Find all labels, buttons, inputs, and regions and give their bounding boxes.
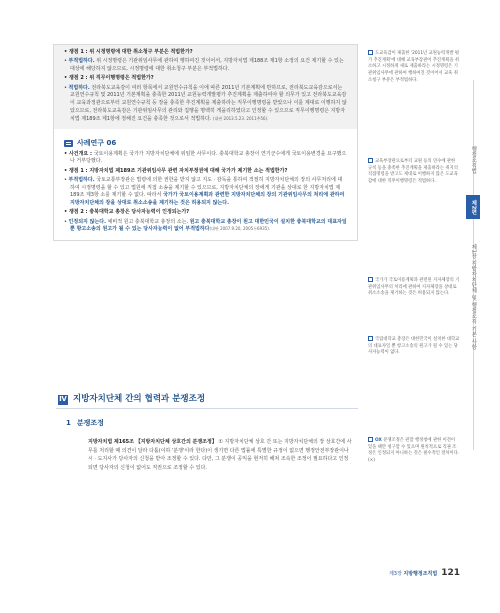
subsection-number: 1 (66, 419, 71, 427)
tab-part[interactable]: 행정조직법 (470, 146, 477, 174)
footer-chapter: 제3장 지방행정조직법 (388, 571, 438, 577)
checkbox-icon (368, 158, 373, 163)
subsection-1-heading (66, 418, 104, 429)
section-4-heading (58, 393, 205, 406)
section-title: 지방자치단체 간의 협력과 분쟁조정 (73, 394, 206, 404)
document-icon (64, 140, 73, 147)
tab-current[interactable]: 제2편 (466, 195, 480, 219)
side-note-4: 국립대학교 총장은 대한민국이 설치한 대학교의 대표자일 뿐 항고소송의 원고가 될 수 있는 당사자능력이 없다. (368, 337, 460, 356)
checkbox-icon (368, 437, 373, 442)
section-number: Ⅳ (59, 395, 67, 404)
checkbox-icon (368, 336, 373, 341)
law-article-165: 지방자치법 제165조 【지방자치단체 상호간의 분쟁조정】 ① 지방자치단체 상호 간 또는 지방자치단체의 장 상호간에 사무를 처리할 때 의견이 달라 다툼(이하 '분쟁'이라 한다)이 생기면 다른 법률에 특별한 규정이 없으면 행정안전부장관이나 시 · 도지사가 당사자의 신청을 받아 조정할 수 있다. 다만, 그 분쟁이 공익을 현저히 해쳐 조속한 조정이 필요하다고 인정되면 당사자의 신청이 없어도 직권으로 조정할 수 있다. (88, 439, 352, 471)
case-06-judgment-1: • 부적법하다. 국토교통부장관은 법령에 의한 권한을 받지 않고 지도 · 감독을 통하여 적절히 지방자치단체의 장의 사무처리에 대하여 시정명령을 할 수 있고 법원에 직접 소송을 제기할 수 있으므로, 지방자치단체의 장에게 기관을 상대로 한 지방자치법 제189조 제3항 소를 제기할 수 없다. 따라서 국가가 국토이용계획과 관련한 지방자치단체의 장의 기관위임사무의 처리에 관하여 지방자치단체의 장을 상대로 취소소송을 제기하는 것은 허용되지 않는다. (64, 176, 345, 207)
issue-2: • 쟁점 2 : 위 직무이행명령은 적법한가? (64, 75, 154, 82)
side-note-3: 국가가 국토이용계획과 관련된 지자체장의 기관위임사무의 처리에 관하여 지자체장을 상대로 취소소송을 제기하는 것은 허용되지 않는다. (368, 278, 460, 297)
case-box (53, 44, 358, 241)
case-06-facts: • 사건개요 : 국토이용계획은 국가가 지방자치단체에 위임한 사무이다. 충북대학교 총장이 연기군수에게 국토이용변경을 요구했으나 거부당했다. (64, 150, 347, 165)
case-05-continued (54, 45, 357, 129)
checkbox-icon (368, 50, 373, 55)
subsection-title: 분쟁조정 (76, 419, 104, 427)
page-footer (389, 567, 460, 581)
side-note-1: 도교육감이 제출한 '2011년 교원능력개발 평가 추진계획'에 대해 교육부장관이 추진계획을 취소하고 시정하게 새로 제출하라는 시정명령은 기관위임사무에 관하여 행하여진 것이어서 교육 취소청구 부분은 부적법하다. (368, 51, 460, 83)
case-06-title: 사례연구 06 (77, 138, 117, 147)
case-06-issue-2: • 쟁점 2 : 충북대학교 총장은 당사자능력이 인정되는가? (64, 209, 190, 216)
side-note-ox: OX 분쟁조정은 관할 행정청에 관한 이견이 있을 때만 청구할 수 있으며 원칙적으로 직권 조정은 인정되지 아니하는 것은 필수적인 절차이다. (×) (368, 438, 460, 463)
case-06 (54, 129, 357, 240)
judgment-1: • 부적법하다. 위 시정명령은 기관위임사무에 관하여 행하여진 것이어서, 지방자치법 제188조 제1항 소정의 요건 제기할 수 있는 대상에 해당하지 않으므로, 시정명령에 대한 취소청구 부분은 부적법하다. (64, 58, 344, 72)
section-divider (56, 408, 358, 409)
case-06-header (64, 133, 347, 151)
case-06-judgment-2: • 인정되지 않는다. 예비적 원고 충북대학교 총장의 소는, 원고 충북대학교 총장이 원고 대한민국이 설치한 충북대학교의 대표자일 뿐 항고소송의 원고가 될 수 있는 당사자능력이 없어 부적법하다(대판 2007.9.20, 2005두6935). (64, 218, 347, 233)
tab-chapter[interactable]: 제1장 지방자치단체 및 행정조직 기본 사항 (470, 244, 477, 350)
issue-1: • 쟁점 1 : 위 시정명령에 대한 취소청구 부분은 적법한가? (64, 49, 193, 55)
checkbox-icon (368, 277, 373, 282)
judgment-2: • 적법하다. 전라북도교육감이 여러 항목에서 교원연수규칙을 이에 따른 2011년 기본계획에 반하므로, 전라북도교육감으로서는 교원연수규칙 및 2011년 기본계획을 충족한 2011년 교원능력개발평가 추진계획을 제출하여야 할 의무가 있고 전라북도교육감이 교육과정관으로부터 교원연수규칙 등 장을 충족한 추진계획을 제출하라는 직무이행명령을 받았으나 이를 제대로 이행하지 않았으므로, 전라북도교육감은 기관위임사무의 관리와 집행을 명백히 게을리하였다고 인정할 수 있으므로 직무이행명령은 지방자치법 제189조 제1항에 정해진 요건을 충족한 것으로서 적법하다. (대판 2013.5.23. 2011추56). (64, 84, 347, 122)
side-note-2: 교육부장관으로부터 교원 등의 연수에 관한 규칙 등을 충족한 추진계획을 제출하라는 취지의 직접명령을 받고도 제대로 이행하지 않은 도교육감에 대한 직무이행명령은 적법하다. (368, 159, 458, 184)
page-number: 121 (441, 568, 460, 578)
case-06-issue-1: • 쟁점 1 : 지방자치법 제189조 기관위임사무 관련 자치부정권에 대해 국가가 제기한 소는 적법한가? (64, 167, 288, 174)
